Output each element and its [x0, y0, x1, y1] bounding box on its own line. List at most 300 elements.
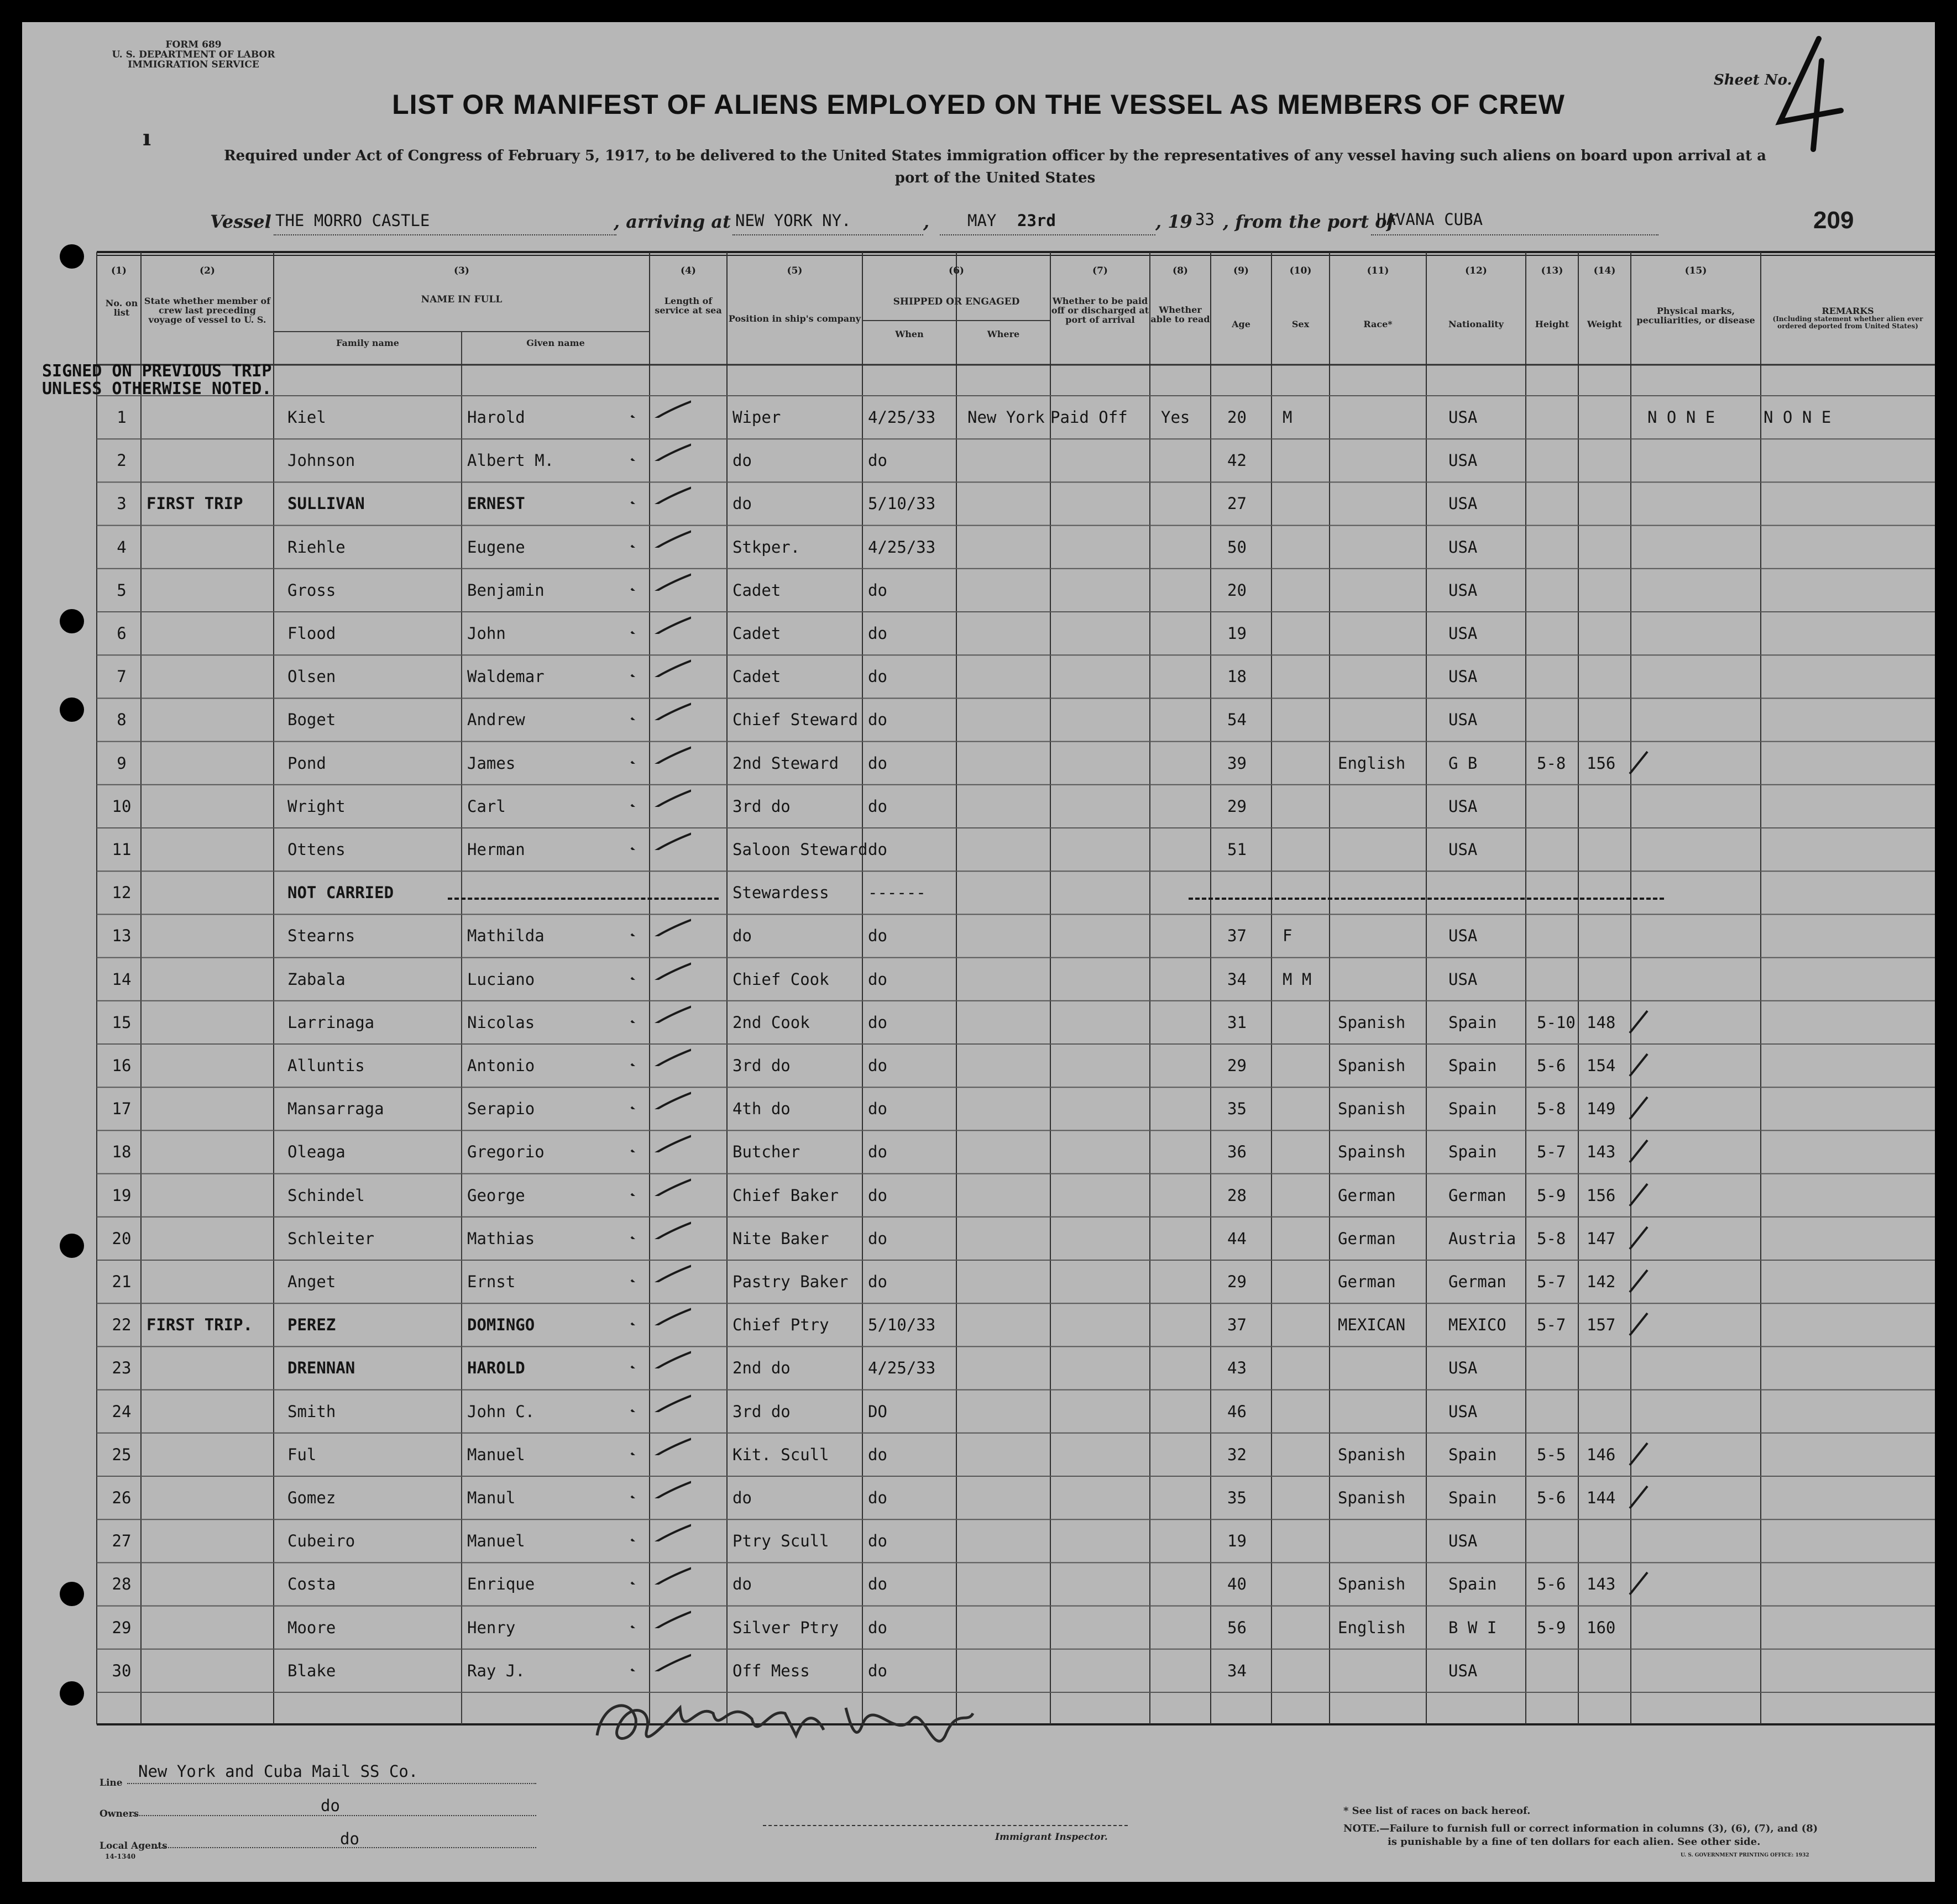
binder-hole — [60, 244, 84, 269]
row-age: 29 — [1227, 1272, 1247, 1291]
row-age: 44 — [1227, 1229, 1247, 1248]
row-number: 10 — [112, 796, 132, 816]
sheet-no-label: Sheet No. — [1714, 72, 1792, 88]
row-when: do — [868, 1575, 887, 1594]
row-given-name: Gregorio — [467, 1142, 545, 1162]
row-when: do — [868, 667, 887, 686]
col-sex-header: Sex — [1291, 319, 1310, 329]
row-number: 5 — [117, 580, 127, 600]
row-age: 20 — [1227, 580, 1247, 600]
row-weight: 160 — [1587, 1618, 1616, 1637]
row-nationality: Spain — [1448, 1488, 1497, 1507]
row-nationality: USA — [1448, 624, 1478, 643]
length-of-service-checkmark — [625, 1388, 691, 1412]
row-position: Chief Cook — [732, 969, 829, 989]
row-height: 5-7 — [1537, 1315, 1566, 1335]
row-nationality: USA — [1448, 580, 1478, 600]
row-age: 42 — [1227, 451, 1247, 470]
row-when: do — [868, 796, 887, 816]
row-nationality: USA — [1448, 1358, 1478, 1378]
row-number: 21 — [112, 1272, 132, 1291]
row-nationality: USA — [1448, 667, 1478, 686]
length-of-service-checkmark — [625, 653, 691, 677]
row-family-name: Gomez — [287, 1488, 336, 1507]
row-family-name: Costa — [287, 1575, 336, 1594]
row-race: Spanish — [1338, 1013, 1406, 1032]
row-position: do — [732, 1488, 752, 1507]
row-nationality: USA — [1448, 537, 1478, 557]
row-family-name: Olsen — [287, 667, 336, 686]
row-nationality: Spain — [1448, 1445, 1497, 1464]
arrival-month: MAY — [967, 211, 997, 230]
binder-hole — [60, 609, 84, 633]
footer-agents-code: 14-1340 — [105, 1853, 136, 1860]
row-position: Saloon Steward — [732, 840, 868, 859]
row-given-name: Manul — [467, 1488, 516, 1507]
row-position: Stkper. — [732, 537, 800, 557]
row-when: do — [868, 1445, 887, 1464]
row-number: 11 — [112, 840, 132, 859]
row-nationality: Spain — [1448, 1142, 1497, 1162]
row-age: 29 — [1227, 796, 1247, 816]
row-number: 3 — [117, 494, 127, 513]
row-age: 32 — [1227, 1445, 1247, 1464]
row-number: 26 — [112, 1488, 132, 1507]
page-number: 209 — [1813, 207, 1854, 234]
row-given-name: John C. — [467, 1402, 535, 1421]
row-number: 7 — [117, 667, 127, 686]
subtitle-line-2: port of the United States — [894, 170, 1096, 186]
length-of-service-checkmark — [625, 1474, 691, 1498]
row-nationality: USA — [1448, 1531, 1478, 1551]
col-weight-header: Weight — [1587, 319, 1623, 329]
row-given-name: Nicolas — [467, 1013, 535, 1032]
row-family-name: Schleiter — [287, 1229, 375, 1248]
row-number: 9 — [117, 753, 127, 773]
row-age: 28 — [1227, 1186, 1247, 1205]
length-of-service-checkmark — [625, 739, 691, 764]
row-when: 4/25/33 — [868, 1358, 936, 1378]
not-carried-dash — [448, 898, 719, 900]
row-nationality: Spain — [1448, 1099, 1497, 1119]
row-given-name: Waldemar — [467, 667, 545, 686]
row-given-name: Ray J. — [467, 1661, 525, 1680]
row-family-name: Gross — [287, 580, 336, 600]
row-position: 3rd do — [732, 1056, 791, 1075]
row-age: 35 — [1227, 1488, 1247, 1507]
row-given-name: James — [467, 753, 516, 773]
length-of-service-checkmark — [625, 1301, 691, 1325]
col-state-header: State whether member of crew last preceding voyage of vessel to U. S. — [144, 296, 271, 325]
row-number: 17 — [112, 1099, 132, 1119]
col-length-header: Length of service at sea — [655, 296, 722, 316]
from-port: HAVANA CUBA — [1377, 210, 1483, 229]
row-number: 8 — [117, 710, 127, 730]
row-when: do — [868, 710, 887, 730]
row-nationality: German — [1448, 1272, 1506, 1291]
row-position: do — [732, 926, 752, 946]
row-given-name: Albert M. — [467, 451, 554, 470]
col-given-header: Given name — [526, 338, 585, 348]
row-nationality: USA — [1448, 451, 1478, 470]
row-when: 4/25/33 — [868, 408, 936, 427]
row-family-name: Alluntis — [287, 1056, 365, 1075]
inspector-label: Immigrant Inspector. — [995, 1832, 1108, 1843]
row-position: Chief Steward — [732, 710, 858, 730]
row-race: English — [1338, 753, 1406, 773]
row-height: 5-9 — [1537, 1186, 1566, 1205]
row-number: 2 — [117, 451, 127, 470]
row-nationality: USA — [1448, 1402, 1478, 1421]
row-weight: 144 — [1587, 1488, 1616, 1507]
row-height: 5-6 — [1537, 1575, 1566, 1594]
row-age: 34 — [1227, 1661, 1247, 1680]
row-weight: 157 — [1587, 1315, 1616, 1335]
row-position: Cadet — [732, 624, 781, 643]
row-weight: 149 — [1587, 1099, 1616, 1119]
physical-marks-tick — [1625, 1221, 1653, 1255]
row-nationality: USA — [1448, 969, 1478, 989]
length-of-service-checkmark — [625, 437, 691, 461]
row-when: 4/25/33 — [868, 537, 936, 557]
row-nationality: MEXICO — [1448, 1315, 1506, 1335]
row-where: New York — [967, 408, 1045, 427]
column-number: (13) — [1541, 265, 1563, 276]
row-given-name: Herman — [467, 840, 525, 859]
row-race: Spainsh — [1338, 1142, 1406, 1162]
row-number: 14 — [112, 969, 132, 989]
row-age: 20 — [1227, 408, 1247, 427]
row-family-name: Ottens — [287, 840, 346, 859]
row-given-name: Serapio — [467, 1099, 535, 1119]
row-family-name: Mansarraga — [287, 1099, 384, 1119]
footer-owners-label: Owners — [100, 1808, 139, 1819]
row-age: 29 — [1227, 1056, 1247, 1075]
physical-marks-tick — [1625, 1135, 1653, 1168]
row-family-name: Boget — [287, 710, 336, 730]
column-number: (2) — [200, 265, 215, 276]
length-of-service-checkmark — [625, 1431, 691, 1455]
row-weight: 147 — [1587, 1229, 1616, 1248]
stamp-line-2: UNLESS OTHERWISE NOTED. — [42, 379, 272, 398]
row-given-name: Eugene — [467, 537, 525, 557]
row-family-name: Larrinaga — [287, 1013, 375, 1032]
row-when: do — [868, 969, 887, 989]
row-family-name: Blake — [287, 1661, 336, 1680]
col-height-header: Height — [1535, 319, 1569, 329]
footer-line-label: Line — [100, 1777, 123, 1788]
physical-marks-tick — [1625, 1178, 1653, 1211]
row-family-name: Johnson — [287, 451, 355, 470]
row-age: 37 — [1227, 926, 1247, 946]
row-position: Butcher — [732, 1142, 800, 1162]
row-when: ------ — [868, 883, 926, 903]
column-number: (9) — [1233, 265, 1249, 276]
row-height: 5-8 — [1537, 1229, 1566, 1248]
row-given-name: Manuel — [467, 1445, 525, 1464]
row-position: do — [732, 494, 752, 513]
row-when: DO — [868, 1402, 887, 1421]
col-name-header: NAME IN FULL — [421, 294, 503, 305]
printer-imprint: U. S. GOVERNMENT PRINTING OFFICE: 1932 — [1681, 1853, 1809, 1858]
row-when: do — [868, 624, 887, 643]
row-number: 24 — [112, 1402, 132, 1421]
row-position: Cadet — [732, 580, 781, 600]
row-given-name: Mathilda — [467, 926, 545, 946]
row-family-name: Schindel — [287, 1186, 365, 1205]
row-family-name: Moore — [287, 1618, 336, 1637]
row-number: 13 — [112, 926, 132, 946]
row-nationality: Spain — [1448, 1056, 1497, 1075]
row-number: 22 — [112, 1315, 132, 1335]
physical-marks-tick — [1625, 1438, 1653, 1471]
arrival-day: 23rd — [1017, 211, 1056, 230]
binder-hole — [60, 697, 84, 722]
col-read-header: Whether able to read — [1150, 305, 1210, 324]
row-family-name: Stearns — [287, 926, 355, 946]
row-given-name: Mathias — [467, 1229, 535, 1248]
row-number: 16 — [112, 1056, 132, 1075]
length-of-service-checkmark — [625, 912, 691, 936]
row-family-name: NOT CARRIED — [287, 883, 394, 903]
arriving-label: , arriving at — [614, 211, 731, 232]
row-given-name: John — [467, 624, 506, 643]
row-position: 2nd do — [732, 1358, 791, 1378]
row-position: 2nd Steward — [732, 753, 839, 773]
footer-agents-value: do — [340, 1829, 359, 1848]
row-given-name: Carl — [467, 796, 506, 816]
column-number: (3) — [454, 265, 469, 276]
row-age: 19 — [1227, 624, 1247, 643]
column-number: (7) — [1092, 265, 1108, 276]
row-position: Ptry Scull — [732, 1531, 829, 1551]
row-age: 27 — [1227, 494, 1247, 513]
row-number: 20 — [112, 1229, 132, 1248]
row-position: Silver Ptry — [732, 1618, 839, 1637]
row-family-name: Zabala — [287, 969, 346, 989]
row-when: do — [868, 1056, 887, 1075]
length-of-service-checkmark — [625, 1517, 691, 1541]
row-sex: M M — [1283, 969, 1312, 989]
column-number: (12) — [1465, 265, 1487, 276]
physical-marks-tick — [1625, 1092, 1653, 1125]
row-age: 36 — [1227, 1142, 1247, 1162]
row-physical-marks: N O N E — [1647, 408, 1715, 427]
row-age: 43 — [1227, 1358, 1247, 1378]
row-nationality: USA — [1448, 840, 1478, 859]
row-given-name: Harold — [467, 408, 525, 427]
col-paid-header: Whether to be paid off or discharged at port of arrival — [1051, 296, 1149, 325]
row-family-name: Pond — [287, 753, 326, 773]
column-number: (10) — [1289, 265, 1312, 276]
row-state: FIRST TRIP. — [146, 1315, 253, 1335]
length-of-service-checkmark — [625, 1344, 691, 1368]
row-number: 30 — [112, 1661, 132, 1680]
row-race: English — [1338, 1618, 1406, 1637]
row-age: 46 — [1227, 1402, 1247, 1421]
row-family-name: Wright — [287, 796, 346, 816]
length-of-service-checkmark — [625, 1172, 691, 1196]
column-number: (1) — [111, 265, 127, 276]
row-position: Nite Baker — [732, 1229, 829, 1248]
row-race: German — [1338, 1229, 1396, 1248]
col-nationality-header: Nationality — [1448, 319, 1504, 329]
physical-marks-tick — [1625, 1005, 1653, 1038]
length-of-service-checkmark — [625, 1604, 691, 1628]
row-age: 37 — [1227, 1315, 1247, 1335]
row-position: Chief Baker — [732, 1186, 839, 1205]
row-family-name: Ful — [287, 1445, 317, 1464]
row-number: 4 — [117, 537, 127, 557]
row-age: 31 — [1227, 1013, 1247, 1032]
physical-marks-tick — [1625, 1265, 1653, 1298]
col-shipped-header: SHIPPED OR ENGAGED — [893, 296, 1020, 307]
row-weight: 143 — [1587, 1575, 1616, 1594]
row-family-name: Riehle — [287, 537, 346, 557]
col-where-header: Where — [987, 329, 1020, 339]
arriving-port: NEW YORK NY. — [735, 211, 851, 230]
row-when: do — [868, 1099, 887, 1119]
row-nationality: USA — [1448, 926, 1478, 946]
row-position: 2nd Cook — [732, 1013, 810, 1032]
col-physical-header: Physical marks, peculiarities, or disease — [1636, 306, 1755, 326]
row-family-name: Smith — [287, 1402, 336, 1421]
vessel-name: THE MORRO CASTLE — [275, 211, 430, 230]
row-number: 1 — [117, 408, 127, 427]
row-when: do — [868, 580, 887, 600]
length-of-service-checkmark — [625, 1085, 691, 1109]
row-given-name: HAROLD — [467, 1358, 525, 1378]
row-number: 6 — [117, 624, 127, 643]
row-when: 5/10/33 — [868, 1315, 936, 1335]
row-given-name: Enrique — [467, 1575, 535, 1594]
row-position: do — [732, 451, 752, 470]
length-of-service-checkmark — [625, 1258, 691, 1282]
row-nationality: USA — [1448, 710, 1478, 730]
row-family-name: Oleaga — [287, 1142, 346, 1162]
physical-marks-tick — [1625, 1481, 1653, 1514]
row-when: 5/10/33 — [868, 494, 936, 513]
row-when: do — [868, 753, 887, 773]
row-height: 5-6 — [1537, 1056, 1566, 1075]
row-race: German — [1338, 1272, 1396, 1291]
row-family-name: Cubeiro — [287, 1531, 355, 1551]
row-race: Spanish — [1338, 1575, 1406, 1594]
row-nationality: G B — [1448, 753, 1478, 773]
row-weight: 156 — [1587, 753, 1616, 773]
races-note: * See list of races on back hereof. — [1343, 1805, 1531, 1817]
row-nationality: USA — [1448, 1661, 1478, 1680]
row-position: 3rd do — [732, 1402, 791, 1421]
row-sex: M — [1283, 408, 1293, 427]
arrival-year: 33 — [1195, 210, 1215, 229]
row-weight: 156 — [1587, 1186, 1616, 1205]
row-position: 4th do — [732, 1099, 791, 1119]
remarks-note: (Including statement whether alien ever ordered deported from United States) — [1772, 315, 1923, 330]
row-height: 5-10 — [1537, 1013, 1576, 1032]
row-nationality: Spain — [1448, 1575, 1497, 1594]
row-given-name: Benjamin — [467, 580, 545, 600]
col-position-header: Position in ship's company — [728, 313, 861, 324]
column-number: (15) — [1684, 265, 1707, 276]
length-of-service-checkmark — [625, 826, 691, 850]
row-when: do — [868, 1661, 887, 1680]
length-of-service-checkmark — [625, 999, 691, 1023]
row-height: 5-8 — [1537, 1099, 1566, 1119]
row-when: do — [868, 1531, 887, 1551]
row-nationality: B W I — [1448, 1618, 1497, 1637]
column-number: (4) — [681, 265, 696, 276]
row-weight: 146 — [1587, 1445, 1616, 1464]
row-family-name: Kiel — [287, 408, 326, 427]
year-prefix: , 19 — [1155, 211, 1192, 232]
row-age: 39 — [1227, 753, 1247, 773]
row-height: 5-6 — [1537, 1488, 1566, 1507]
row-when: do — [868, 1013, 887, 1032]
row-family-name: Anget — [287, 1272, 336, 1291]
row-given-name: Luciano — [467, 969, 535, 989]
column-number: (11) — [1367, 265, 1389, 276]
row-family-name: DRENNAN — [287, 1358, 355, 1378]
row-when: do — [868, 451, 887, 470]
not-carried-dash — [1189, 898, 1664, 900]
row-race: Spanish — [1338, 1056, 1406, 1075]
column-number: (5) — [787, 265, 803, 276]
row-given-name: Andrew — [467, 710, 525, 730]
col-no-header: No. on list — [105, 298, 138, 318]
row-given-name: ERNEST — [467, 494, 525, 513]
footer-agents-label: Local Agents — [100, 1840, 168, 1851]
row-given-name: Manuel — [467, 1531, 525, 1551]
row-age: 50 — [1227, 537, 1247, 557]
row-given-name: Antonio — [467, 1056, 535, 1075]
row-nationality: USA — [1448, 408, 1478, 427]
corner-mark: ı — [143, 125, 151, 151]
from-port-label: , from the port of — [1223, 211, 1395, 232]
subtitle-line-1: Required under Act of Congress of February 5, 1917, to be delivered to the United States immigration officer by the representatives of any vessel having such aliens on board upon arrival at a — [224, 148, 1766, 164]
length-of-service-checkmark — [625, 610, 691, 634]
physical-marks-tick — [1625, 1308, 1653, 1341]
row-position: Off Mess — [732, 1661, 810, 1680]
form-number: FORM 689 — [165, 39, 222, 50]
row-position: Wiper — [732, 408, 781, 427]
length-of-service-checkmark — [625, 1215, 691, 1239]
col-when-header: When — [895, 329, 924, 339]
row-position: 3rd do — [732, 796, 791, 816]
row-race: MEXICAN — [1338, 1315, 1406, 1335]
row-age: 51 — [1227, 840, 1247, 859]
service-name: IMMIGRATION SERVICE — [128, 59, 259, 70]
length-of-service-checkmark — [625, 1560, 691, 1585]
row-number: 29 — [112, 1618, 132, 1637]
row-position: Pastry Baker — [732, 1272, 849, 1291]
row-remarks: N O N E — [1764, 408, 1832, 427]
row-nationality: USA — [1448, 796, 1478, 816]
row-nationality: Austria — [1448, 1229, 1516, 1248]
vessel-label: Vessel — [210, 211, 271, 232]
department-name: U. S. DEPARTMENT OF LABOR — [112, 49, 275, 60]
row-age: 19 — [1227, 1531, 1247, 1551]
length-of-service-checkmark — [625, 783, 691, 807]
row-number: 25 — [112, 1445, 132, 1464]
row-family-name: Flood — [287, 624, 336, 643]
col-family-header: Family name — [336, 338, 399, 348]
physical-marks-tick — [1625, 746, 1653, 779]
footer-owners-value: do — [321, 1796, 340, 1815]
row-when: do — [868, 840, 887, 859]
remarks-title: REMARKS — [1822, 306, 1874, 316]
length-of-service-checkmark — [625, 696, 691, 720]
